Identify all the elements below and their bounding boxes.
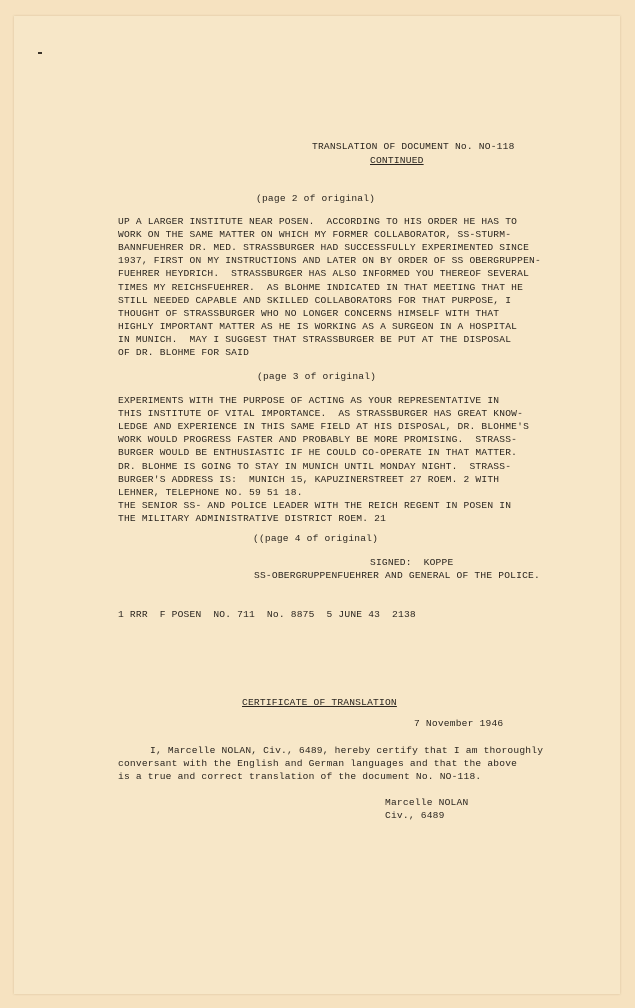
text-line: FUEHRER HEYDRICH. STRASSBURGER HAS ALSO INFORMED YOU THEREOF SEVERAL [118, 268, 530, 280]
text-line: STILL NEEDED CAPABLE AND SKILLED COLLABORATORS FOR THAT PURPOSE, I [118, 294, 512, 306]
text-line: 1937, FIRST ON MY INSTRUCTIONS AND LATER ON BY ORDER OF SS OBERGRUPPEN- [118, 255, 541, 267]
text-line: THE SENIOR SS- AND POLICE LEADER WITH THE REICH REGENT IN POSEN IN [118, 499, 512, 511]
text-line: LEHNER, TELEPHONE NO. 59 51 18. [118, 486, 303, 498]
margin-mark [38, 52, 42, 54]
certificate-date: 7 November 1946 [414, 718, 504, 729]
text-line: THOUGHT OF STRASSBURGER WHO NO LONGER CONCERNS HIMSELF WITH THAT [118, 307, 500, 319]
text-line: DR. BLOHME IS GOING TO STAY IN MUNICH UNTIL MONDAY NIGHT. STRASS- [118, 460, 512, 472]
text-line: IN MUNICH. MAY I SUGGEST THAT STRASSBURGER BE PUT AT THE DISPOSAL [118, 333, 512, 345]
text-line: OF DR. BLOHME FOR SAID [118, 347, 250, 358]
page-marker-3: (page 3 of original) [257, 371, 377, 382]
certificate-heading: CERTIFICATE OF TRANSLATION [242, 697, 397, 708]
text-line: THE MILITARY ADMINISTRATIVE DISTRICT ROEM. 21 [118, 512, 387, 524]
text-line: HIGHLY IMPORTANT MATTER AS HE IS WORKING AS A SURGEON IN A HOSPITAL [118, 320, 518, 332]
text-line: BURGER'S ADDRESS IS: MUNICH 15, KAPUZINERSTREET 27 ROEM. 2 WITH [118, 473, 500, 485]
signer-title: SS-OBERGRUPPENFUEHRER AND GENERAL OF THE POLICE. [254, 570, 540, 581]
signed-line: SIGNED: KOPPE [370, 557, 454, 568]
text-line: I, Marcelle NOLAN, Civ., 6489, hereby certify that I am thoroughly [150, 745, 544, 756]
translator-name: Marcelle NOLAN [385, 797, 469, 808]
telegram-reference: 1 RRR F POSEN NO. 711 No. 8875 5 JUNE 43 2138 [118, 609, 416, 620]
text-line: LEDGE AND EXPERIENCE IN THIS SAME FIELD AT HIS DISPOSAL, DR. BLOHME'S [118, 421, 530, 433]
text-line: BURGER WOULD BE ENTHUSIASTIC IF HE COULD CO-OPERATE IN THAT MATTER. [118, 447, 518, 459]
text-line: BANNFUEHRER DR. MED. STRASSBURGER HAD SUCCESSFULLY EXPERIMENTED SINCE [118, 242, 530, 254]
text-line: conversant with the English and German languages and that the above [118, 758, 518, 769]
translator-id: Civ., 6489 [385, 810, 445, 821]
text-line: WORK ON THE SAME MATTER ON WHICH MY FORMER COLLABORATOR, SS-STURM- [118, 229, 512, 241]
document-subtitle: CONTINUED [370, 155, 424, 166]
text-line: UP A LARGER INSTITUTE NEAR POSEN. ACCORDING TO HIS ORDER HE HAS TO [118, 216, 518, 227]
text-line: TIMES MY REICHSFUEHRER. AS BLOHME INDICATED IN THAT MEETING THAT HE [118, 281, 524, 293]
document-title: TRANSLATION OF DOCUMENT No. NO-118 [312, 141, 515, 152]
text-line: THIS INSTITUTE OF VITAL IMPORTANCE. AS STRASSBURGER HAS GREAT KNOW- [118, 408, 524, 420]
text-line: is a true and correct translation of the document No. NO-118. [118, 771, 482, 782]
text-line: EXPERIMENTS WITH THE PURPOSE OF ACTING AS YOUR REPRESENTATIVE IN [118, 395, 500, 406]
page-marker-2: (page 2 of original) [256, 193, 376, 204]
page-marker-4: ((page 4 of original) [253, 533, 379, 544]
text-line: WORK WOULD PROGRESS FASTER AND PROBABLY BE MORE PROMISING. STRASS- [118, 434, 518, 446]
